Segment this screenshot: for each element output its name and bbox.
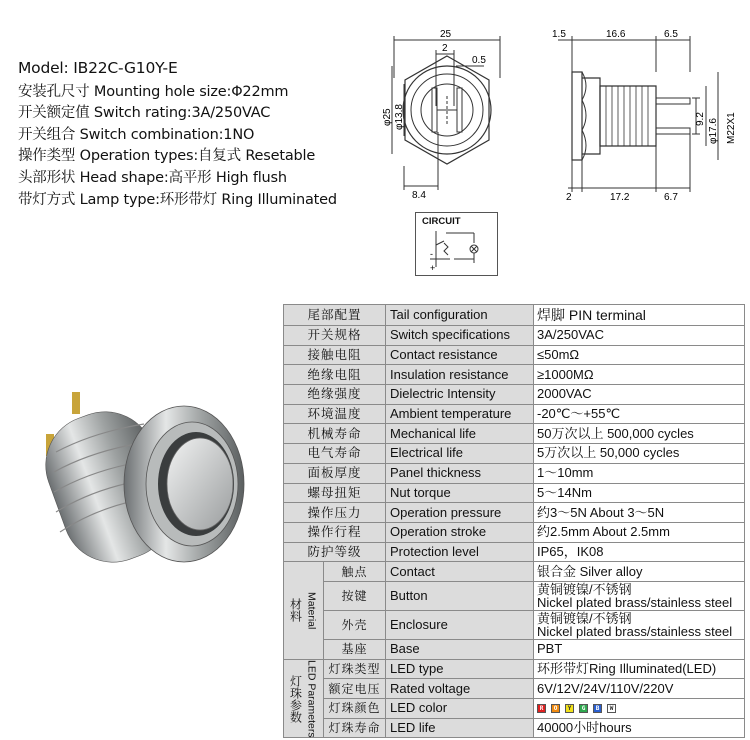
row-val (534, 610, 745, 639)
row-en: Mechanical life (386, 424, 534, 444)
table-row (284, 542, 745, 562)
front-dim-bottom: 8.4 (412, 190, 426, 201)
row-en: Ambient temperature (386, 404, 534, 424)
row-cn: 按键 (324, 581, 386, 610)
row-cn: 电气寿命 (284, 444, 386, 464)
circuit-diagram (415, 212, 498, 276)
table-row (284, 503, 745, 523)
row-val-cn: 黄铜镀镍/不锈钢 (537, 610, 632, 626)
row-cn: 开关规格 (284, 326, 386, 346)
row-en: Tail configuration (386, 305, 534, 326)
table-row (284, 639, 745, 659)
table-row (284, 305, 745, 326)
row-val: 5～14Nm (534, 483, 745, 503)
row-en: Rated voltage (386, 679, 534, 699)
row-cn: 外壳 (324, 610, 386, 639)
row-en: LED type (386, 659, 534, 679)
row-en: Protection level (386, 542, 534, 562)
material-group-cn: 材料 (288, 598, 303, 623)
table-row (284, 345, 745, 365)
row-val: IP65，IK08 (534, 542, 745, 562)
row-val: ≥1000MΩ (534, 365, 745, 385)
row-val-en: Nickel plated brass/stainless steel (537, 594, 733, 610)
front-dim-dia-outer: φ25 (382, 108, 393, 126)
row-val: 6V/12V/24V/110V/220V (534, 679, 745, 699)
table-row (284, 610, 745, 639)
row-val: 40000小时hours (534, 718, 745, 738)
row-val-en: Nickel plated brass/stainless steel (537, 623, 733, 639)
row-cn: 面板厚度 (284, 463, 386, 483)
spec-switch-rating: 开关额定值 Switch rating:3A/250VAC (18, 105, 271, 122)
row-en: LED life (386, 718, 534, 738)
spec-operation-type: 操作类型 Operation types:自复式 Resetable (18, 148, 316, 165)
led-group-label (284, 659, 324, 738)
material-group-en: Material (305, 591, 318, 630)
row-en: Switch specifications (386, 326, 534, 346)
table-row (284, 581, 745, 610)
row-cn: 绝缘强度 (284, 385, 386, 405)
row-en: Operation pressure (386, 503, 534, 523)
row-cn: 机械寿命 (284, 424, 386, 444)
row-cn: 灯珠颜色 (324, 699, 386, 719)
front-dim-gap: 0.5 (472, 55, 486, 66)
table-row (284, 463, 745, 483)
side-dim-bot-c: 6.7 (664, 192, 678, 203)
row-en: LED color (386, 699, 534, 719)
product-photo (24, 372, 254, 582)
side-dim-thread: M22X1 (726, 112, 737, 144)
row-en: Electrical life (386, 444, 534, 464)
row-val: 1～10mm (534, 463, 745, 483)
table-row (284, 679, 745, 699)
row-cn: 尾部配置 (284, 305, 386, 326)
row-val: 约2.5mm About 2.5mm (534, 522, 745, 542)
led-color-blue: B (593, 704, 602, 713)
row-cn: 灯珠类型 (324, 659, 386, 679)
row-cn: 灯珠寿命 (324, 718, 386, 738)
row-val: 焊脚 PIN terminal (534, 305, 745, 326)
table-row (284, 326, 745, 346)
led-color-orange: O (551, 704, 560, 713)
table-row (284, 562, 745, 582)
model-name: Model: IB22C-G10Y-E (18, 59, 178, 77)
row-cn: 防护等级 (284, 542, 386, 562)
row-val: 50万次以上 500,000 cycles (534, 424, 745, 444)
row-val: 银合金 Silver alloy (534, 562, 745, 582)
led-group-en: LED Parameters (305, 659, 318, 738)
front-dim-inner: 2 (442, 43, 448, 54)
table-row (284, 444, 745, 464)
row-cn: 操作压力 (284, 503, 386, 523)
side-dim-top-c: 6.5 (664, 29, 678, 40)
row-en: Nut torque (386, 483, 534, 503)
row-en: Insulation resistance (386, 365, 534, 385)
spec-summary (18, 58, 337, 211)
side-dim-bot-b: 17.2 (610, 192, 630, 203)
row-en: Enclosure (386, 610, 534, 639)
row-cn: 操作行程 (284, 522, 386, 542)
led-color-swatches (534, 699, 745, 719)
circuit-minus-label: - (430, 249, 433, 259)
row-cn: 绝缘电阻 (284, 365, 386, 385)
row-val: 3A/250VAC (534, 326, 745, 346)
table-row (284, 522, 745, 542)
row-en: Contact (386, 562, 534, 582)
row-cn: 接触电阻 (284, 345, 386, 365)
led-color-yellow: Y (565, 704, 574, 713)
row-val-cn: 黄铜镀镍/不锈钢 (537, 581, 632, 597)
side-dim-top-b: 16.6 (606, 29, 626, 40)
row-val: 5万次以上 50,000 cycles (534, 444, 745, 464)
led-color-red: R (537, 704, 546, 713)
row-en: Panel thickness (386, 463, 534, 483)
row-cn: 触点 (324, 562, 386, 582)
side-dim-bot-a: 2 (566, 192, 572, 203)
led-color-green: G (579, 704, 588, 713)
row-val: PBT (534, 639, 745, 659)
side-dim-top-a: 1.5 (552, 29, 566, 40)
row-val: ≤50mΩ (534, 345, 745, 365)
side-dim-dia-a: φ17.6 (708, 118, 719, 144)
table-row (284, 659, 745, 679)
front-dim-width: 25 (440, 29, 452, 40)
row-en: Operation stroke (386, 522, 534, 542)
table-row (284, 424, 745, 444)
led-color-white: W (607, 704, 616, 713)
table-row (284, 699, 745, 719)
table-row (284, 404, 745, 424)
row-val: 2000VAC (534, 385, 745, 405)
table-row (284, 718, 745, 738)
spec-switch-combination: 开关组合 Switch combination:1NO (18, 126, 255, 143)
row-val: 环形带灯Ring Illuminated(LED) (534, 659, 745, 679)
row-val: 约3～5N About 3～5N (534, 503, 745, 523)
spec-lamp-type: 带灯方式 Lamp type:环形带灯 Ring Illuminated (18, 191, 337, 208)
row-cn: 额定电压 (324, 679, 386, 699)
row-en: Button (386, 581, 534, 610)
spec-mounting-hole: 安装孔尺寸 Mounting hole size:Φ22mm (18, 83, 289, 100)
table-row (284, 483, 745, 503)
front-view-drawing (384, 26, 510, 206)
row-cn: 螺母扭矩 (284, 483, 386, 503)
spec-table (283, 304, 745, 738)
table-row (284, 385, 745, 405)
side-dim-dia-b: 9.2 (695, 112, 706, 126)
row-val: -20℃～+55℃ (534, 404, 745, 424)
front-dim-dia-inner: φ13.8 (394, 104, 405, 130)
side-view-drawing (540, 26, 745, 206)
material-group-label (284, 562, 324, 659)
row-en: Dielectric Intensity (386, 385, 534, 405)
spec-head-shape: 头部形状 Head shape:高平形 High flush (18, 169, 287, 186)
circuit-title: CIRCUIT (422, 216, 461, 227)
led-group-cn: 灯珠参数 (288, 674, 303, 723)
row-cn: 基座 (324, 639, 386, 659)
row-en: Base (386, 639, 534, 659)
table-row (284, 365, 745, 385)
row-cn: 环境温度 (284, 404, 386, 424)
row-en: Contact resistance (386, 345, 534, 365)
circuit-plus-label: + (430, 263, 436, 273)
row-val (534, 581, 745, 610)
